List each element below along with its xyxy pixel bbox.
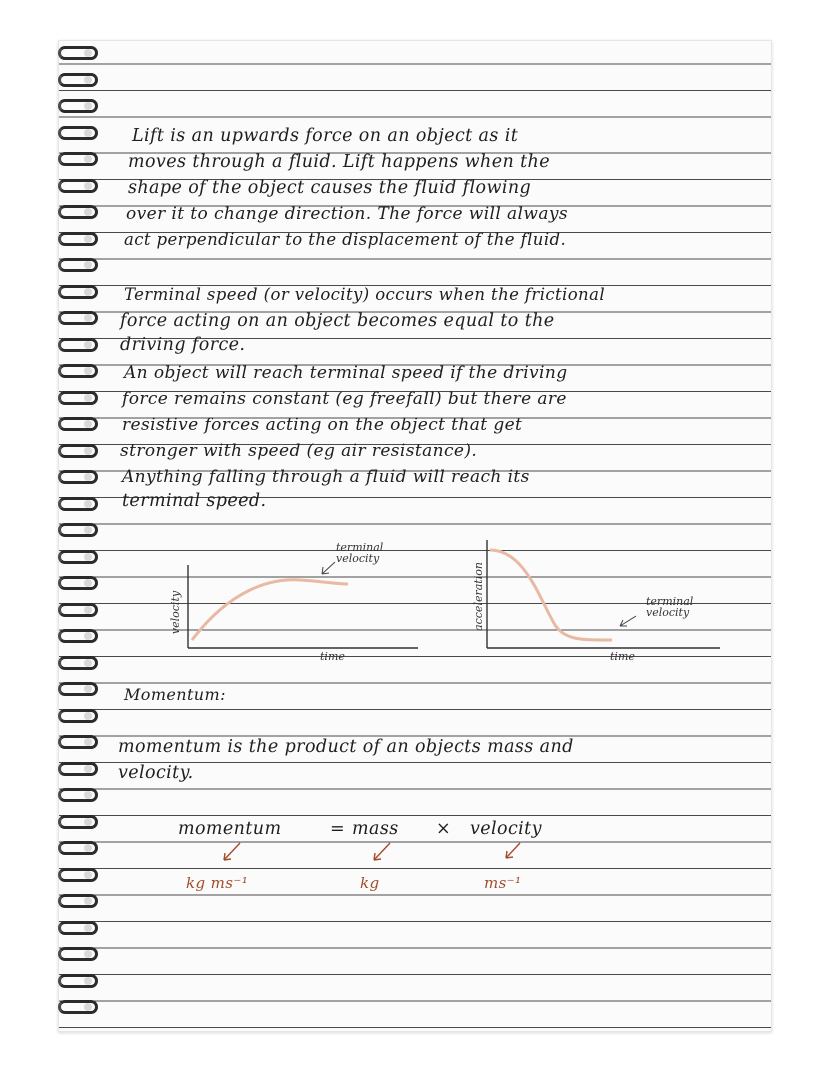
terminal-line-5: force remains constant (eg freefall) but there are (122, 389, 567, 409)
momentum-definition-line-2: velocity. (118, 763, 194, 783)
terminal-line-7: stronger with speed (eg air resistance). (120, 441, 478, 461)
acceleration-arrow (620, 616, 636, 626)
lift-line-5: act perpendicular to the displacement of the fluid. (124, 230, 567, 249)
equation-velocity: velocity (470, 819, 542, 839)
momentum-heading: Momentum: (124, 685, 226, 704)
terminal-line-4: An object will reach terminal speed if the driving (124, 363, 568, 383)
unit-momentum: kg ms⁻¹ (186, 874, 249, 892)
terminal-line-2: force acting on an object becomes equal to the (120, 311, 555, 331)
velocity-x-label: time (320, 650, 345, 663)
equation-momentum: momentum (178, 819, 282, 839)
terminal-line-3: driving force. (120, 335, 246, 355)
velocity-annotation: terminal velocity (336, 541, 384, 565)
velocity-y-label: velocity (169, 590, 183, 635)
lift-line-4: over it to change direction. The force will always (126, 204, 569, 224)
unit-velocity: ms⁻¹ (484, 874, 522, 892)
acceleration-annotation: terminal velocity (646, 595, 694, 619)
momentum-definition-line-1: momentum is the product of an objects mass and (118, 737, 574, 757)
equation-mass: mass (352, 819, 399, 839)
terminal-line-1: Terminal speed (or velocity) occurs when the frictional (124, 285, 605, 304)
terminal-line-6: resistive forces acting on the object that get (122, 415, 523, 435)
equation-times: × (436, 819, 452, 839)
lift-line-1: Lift is an upwards force on an object as it (132, 126, 519, 146)
terminal-line-9: terminal speed. (122, 491, 267, 511)
terminal-line-8: Anything falling through a fluid will reach its (122, 467, 530, 487)
lift-line-3: shape of the object causes the fluid flowing (128, 178, 532, 198)
acceleration-x-label: time (610, 650, 635, 663)
acceleration-y-label: acceleration (471, 562, 485, 631)
lift-line-2: moves through a fluid. Lift happens when the (128, 152, 550, 172)
equation-equals: = (330, 819, 346, 839)
unit-mass: kg (360, 874, 380, 892)
acceleration-curve (490, 550, 612, 640)
